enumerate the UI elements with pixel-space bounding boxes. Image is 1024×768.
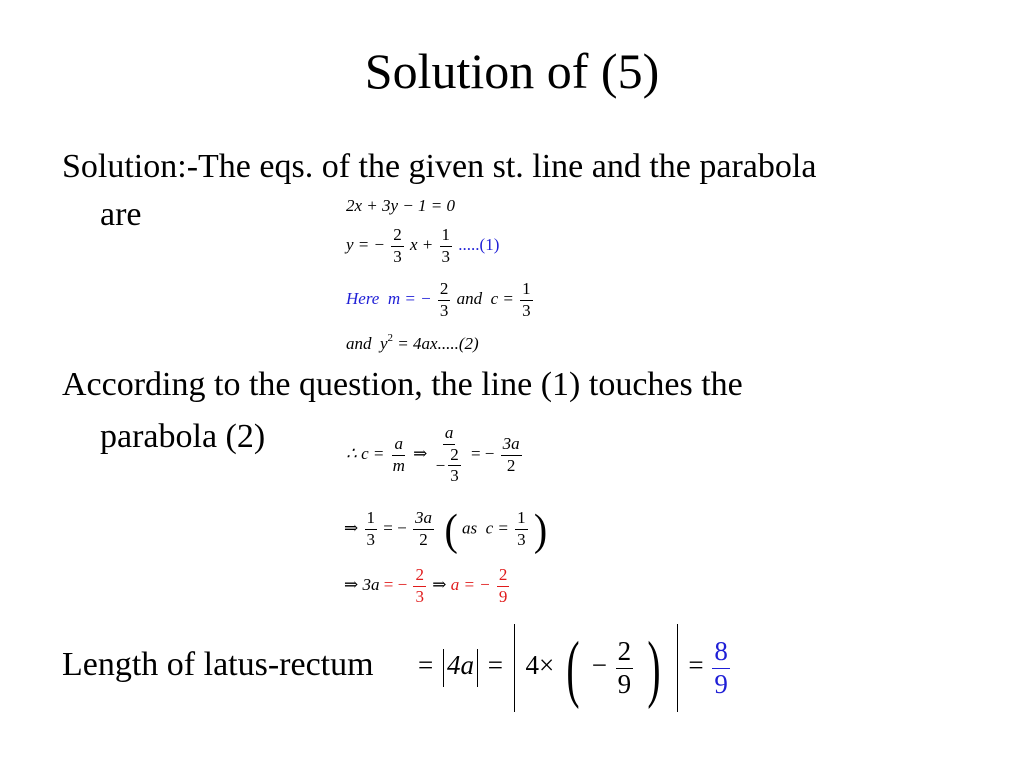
abs-bar-left xyxy=(443,649,444,687)
left-paren: ( xyxy=(444,504,458,555)
equation-parabola xyxy=(346,332,479,354)
fraction: $\frac{1}{3}$ xyxy=(517,508,526,549)
equation-text: 2x + 3y − 1 = 0 xyxy=(346,196,456,215)
fraction: $\frac{2}{3}$ xyxy=(439,279,449,320)
y-term: y = − xyxy=(346,235,385,255)
exponent: 2 xyxy=(387,332,394,344)
paragraph-condition-line1: According to the question, the line (1) touches the xyxy=(62,366,743,403)
equals-sign: = xyxy=(487,650,503,681)
fraction: $\frac{1}{3}$ xyxy=(441,225,451,266)
right-paren-large: ) xyxy=(647,625,661,710)
abs-bar-left-large xyxy=(514,624,515,712)
four-times: 4× xyxy=(525,650,555,681)
implies-3a: ⇒ 3a xyxy=(344,575,380,595)
implies-symbol: ⇒ xyxy=(432,575,447,595)
and-word: and xyxy=(456,289,483,309)
equation-latus-rectum xyxy=(418,624,732,712)
compound-fraction: a − $\frac{2}{3}$ xyxy=(435,423,459,486)
implies-symbol: ⇒ xyxy=(413,443,428,463)
fraction: $\frac{1}{3}$ xyxy=(522,279,531,320)
c-term: c = xyxy=(485,518,509,538)
x-term: x + xyxy=(410,235,434,255)
abs-bar-right xyxy=(477,649,478,687)
paragraph-condition-line2: parabola (2) xyxy=(100,418,266,455)
equals-sign: = xyxy=(688,650,704,681)
slide-title: Solution of (5) xyxy=(364,43,660,99)
fraction: $\frac{2}{3}$ xyxy=(393,225,402,266)
equals-minus: = − xyxy=(383,575,408,595)
fraction: $\frac{a}{m}$ xyxy=(392,433,405,475)
a-term: a = − xyxy=(450,575,491,595)
minus-sign: − xyxy=(591,650,607,681)
equals-minus: = − xyxy=(470,443,495,463)
equals-minus: = − xyxy=(383,518,407,538)
fraction: $\frac{3a}{2}$ xyxy=(502,433,520,475)
implies-symbol: ⇒ xyxy=(344,518,359,538)
as-word: as xyxy=(462,518,478,538)
abs-bar-right-large xyxy=(677,624,678,712)
left-paren-large: ( xyxy=(566,625,580,710)
paragraph-intro-line1: Solution:-The eqs. of the given st. line and the parabola xyxy=(62,148,817,185)
equation-solve-a xyxy=(344,566,511,606)
equals-sign: = xyxy=(418,650,434,681)
c-term: c = xyxy=(490,289,514,309)
fraction: $\frac{2}{3}$ xyxy=(415,565,424,606)
equation-m-and-c xyxy=(346,280,535,320)
equation-line-general xyxy=(346,196,455,216)
therefore-term: ∴ c = xyxy=(346,443,385,463)
fraction: $\frac{2}{9}$ xyxy=(498,565,508,606)
equation-line-slope-form xyxy=(346,226,499,266)
paragraph-latus-rectum: Length of latus-rectum xyxy=(62,646,374,683)
fraction: $\frac{1}{3}$ xyxy=(366,508,375,549)
equation-tangency-condition xyxy=(346,424,524,486)
here-word: Here xyxy=(346,289,380,309)
paragraph-intro-line2: are xyxy=(100,196,142,233)
abs-inner: 4a xyxy=(446,650,474,681)
result-fraction: $\frac{8}{9}$ xyxy=(714,635,728,699)
m-term: m = − xyxy=(387,289,432,309)
and-word: and xyxy=(346,334,372,353)
fraction: $\frac{2}{9}$ xyxy=(617,635,632,699)
parabola-rhs: = 4ax.....(2) xyxy=(397,334,479,353)
equation-substitution xyxy=(344,506,547,553)
fraction: $\frac{3a}{2}$ xyxy=(414,508,432,549)
y-term: y xyxy=(380,334,388,353)
equation-tag: .....(1) xyxy=(458,235,500,255)
right-paren: ) xyxy=(533,504,548,555)
